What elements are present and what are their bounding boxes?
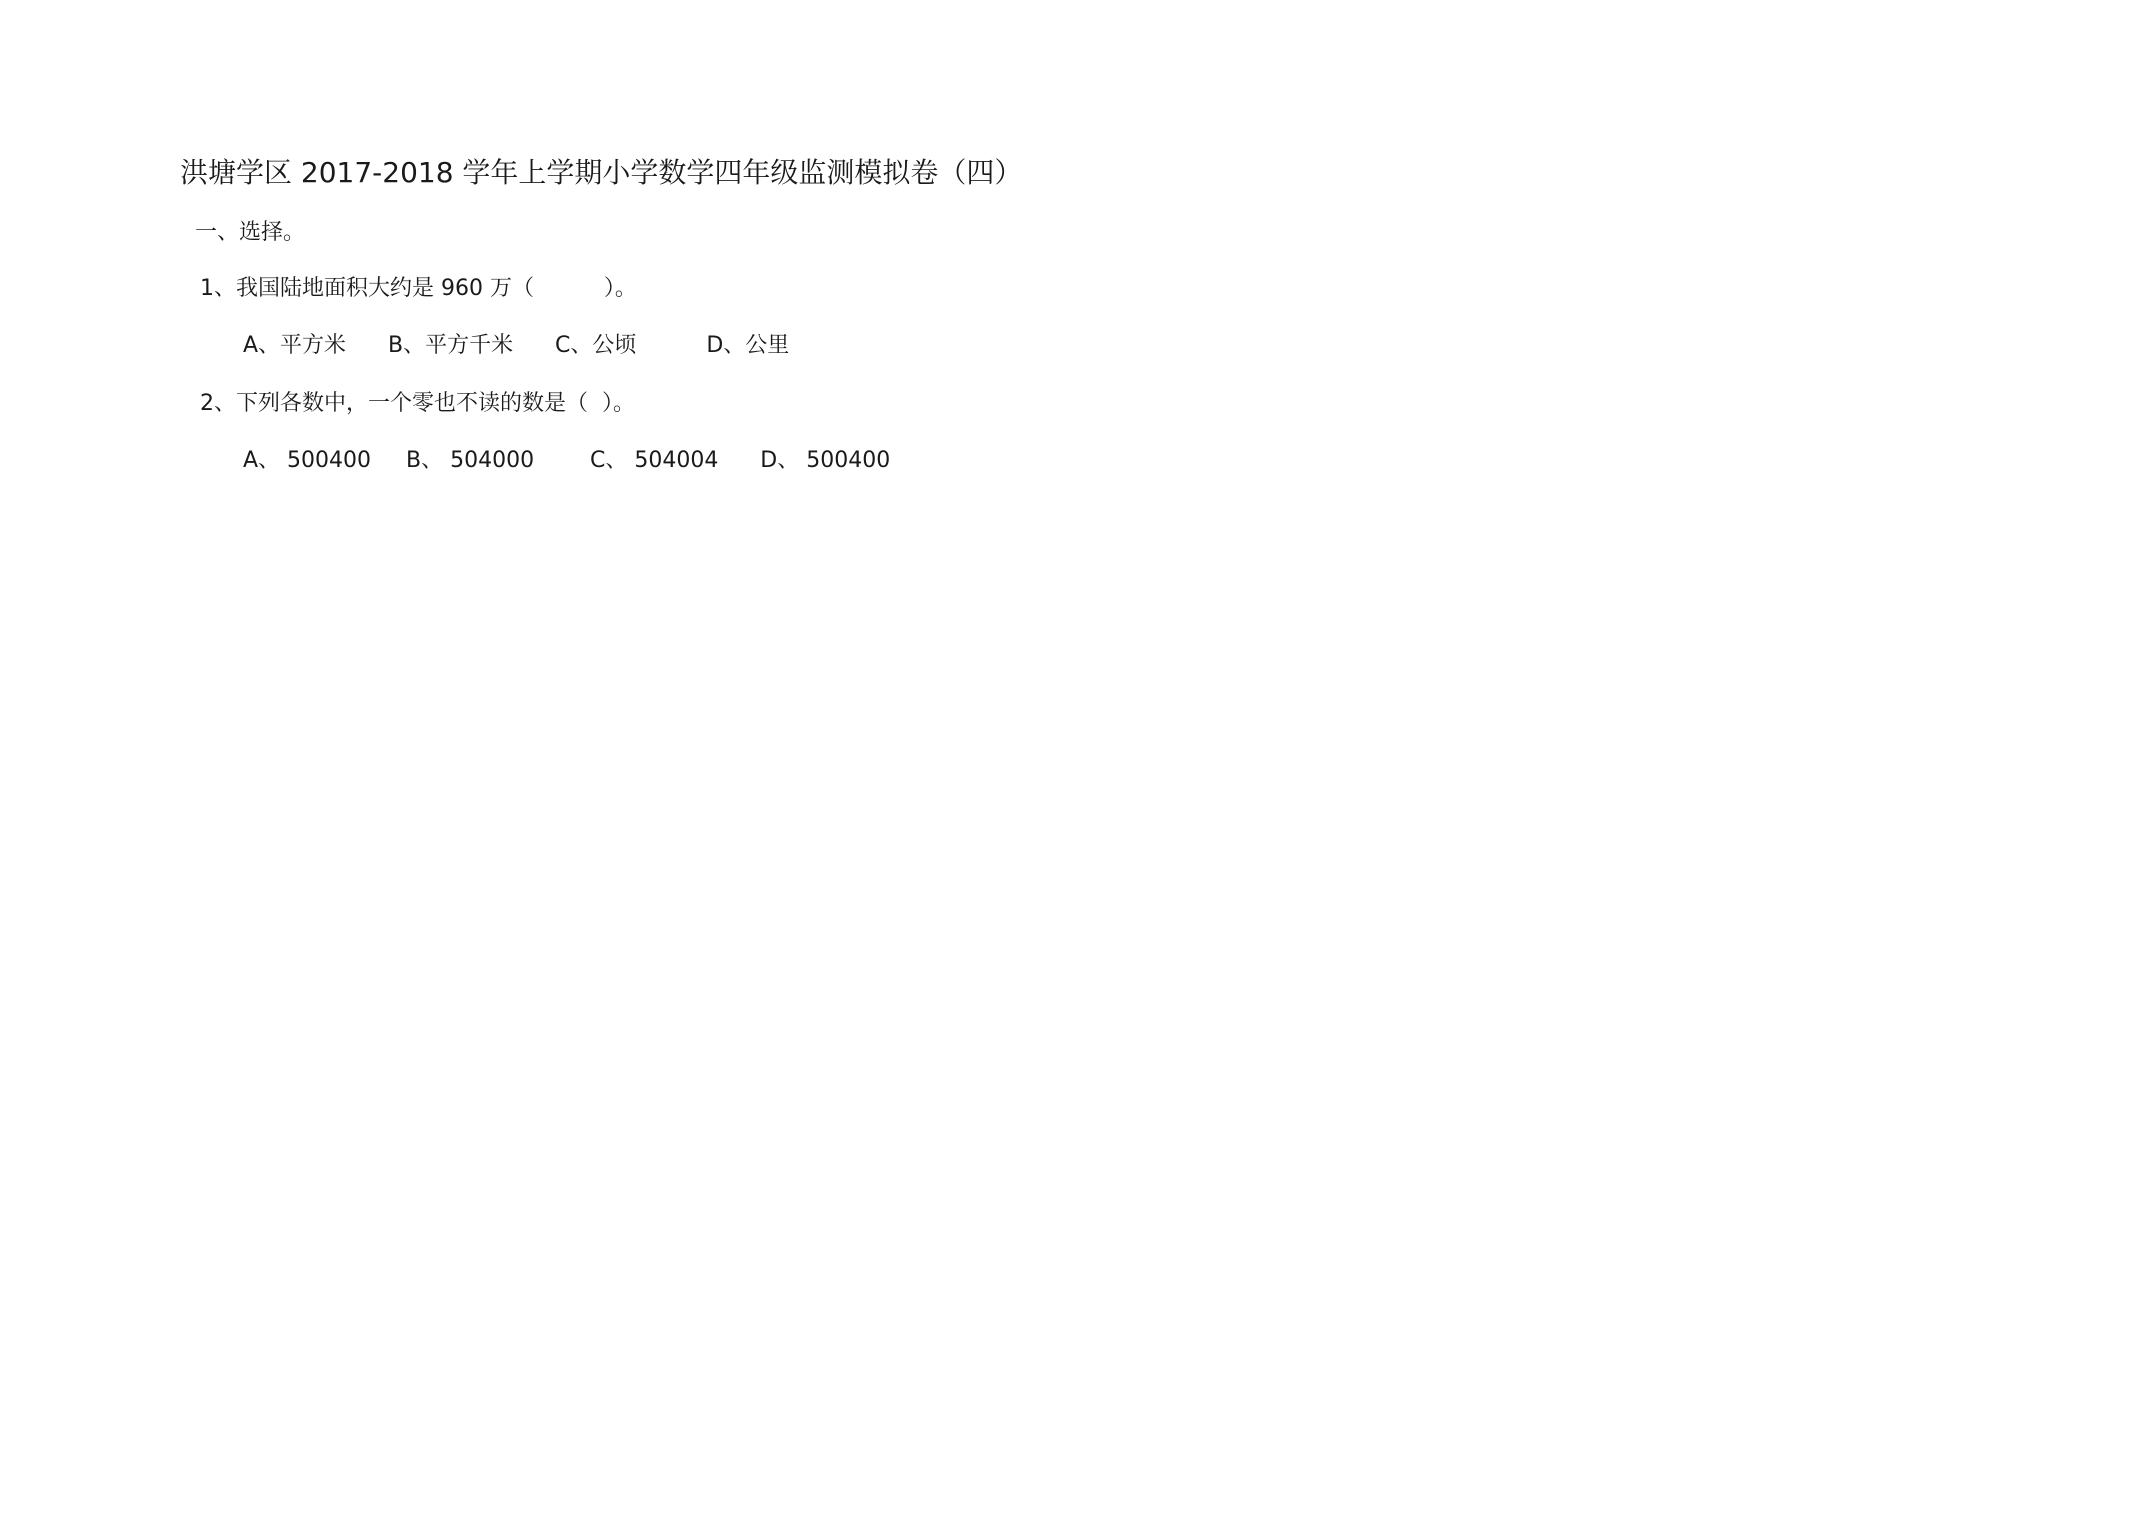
question-1: 1、我国陆地面积大约是 960 万（ ）。: [200, 276, 637, 301]
question-2: 2、下列各数中，一个零也不读的数是（ ）。: [200, 391, 635, 416]
section-heading: 一、选择。: [195, 220, 306, 245]
exam-title: 洪塘学区 2017-2018 学年上学期小学数学四年级监测模拟卷（四）: [180, 156, 1023, 189]
q1-options: A、平方米 B、平方千米 C、公顷 D、公里: [243, 333, 790, 358]
q2-options: A、 500400 B、 504000 C、 504004 D、 500400: [243, 448, 891, 473]
